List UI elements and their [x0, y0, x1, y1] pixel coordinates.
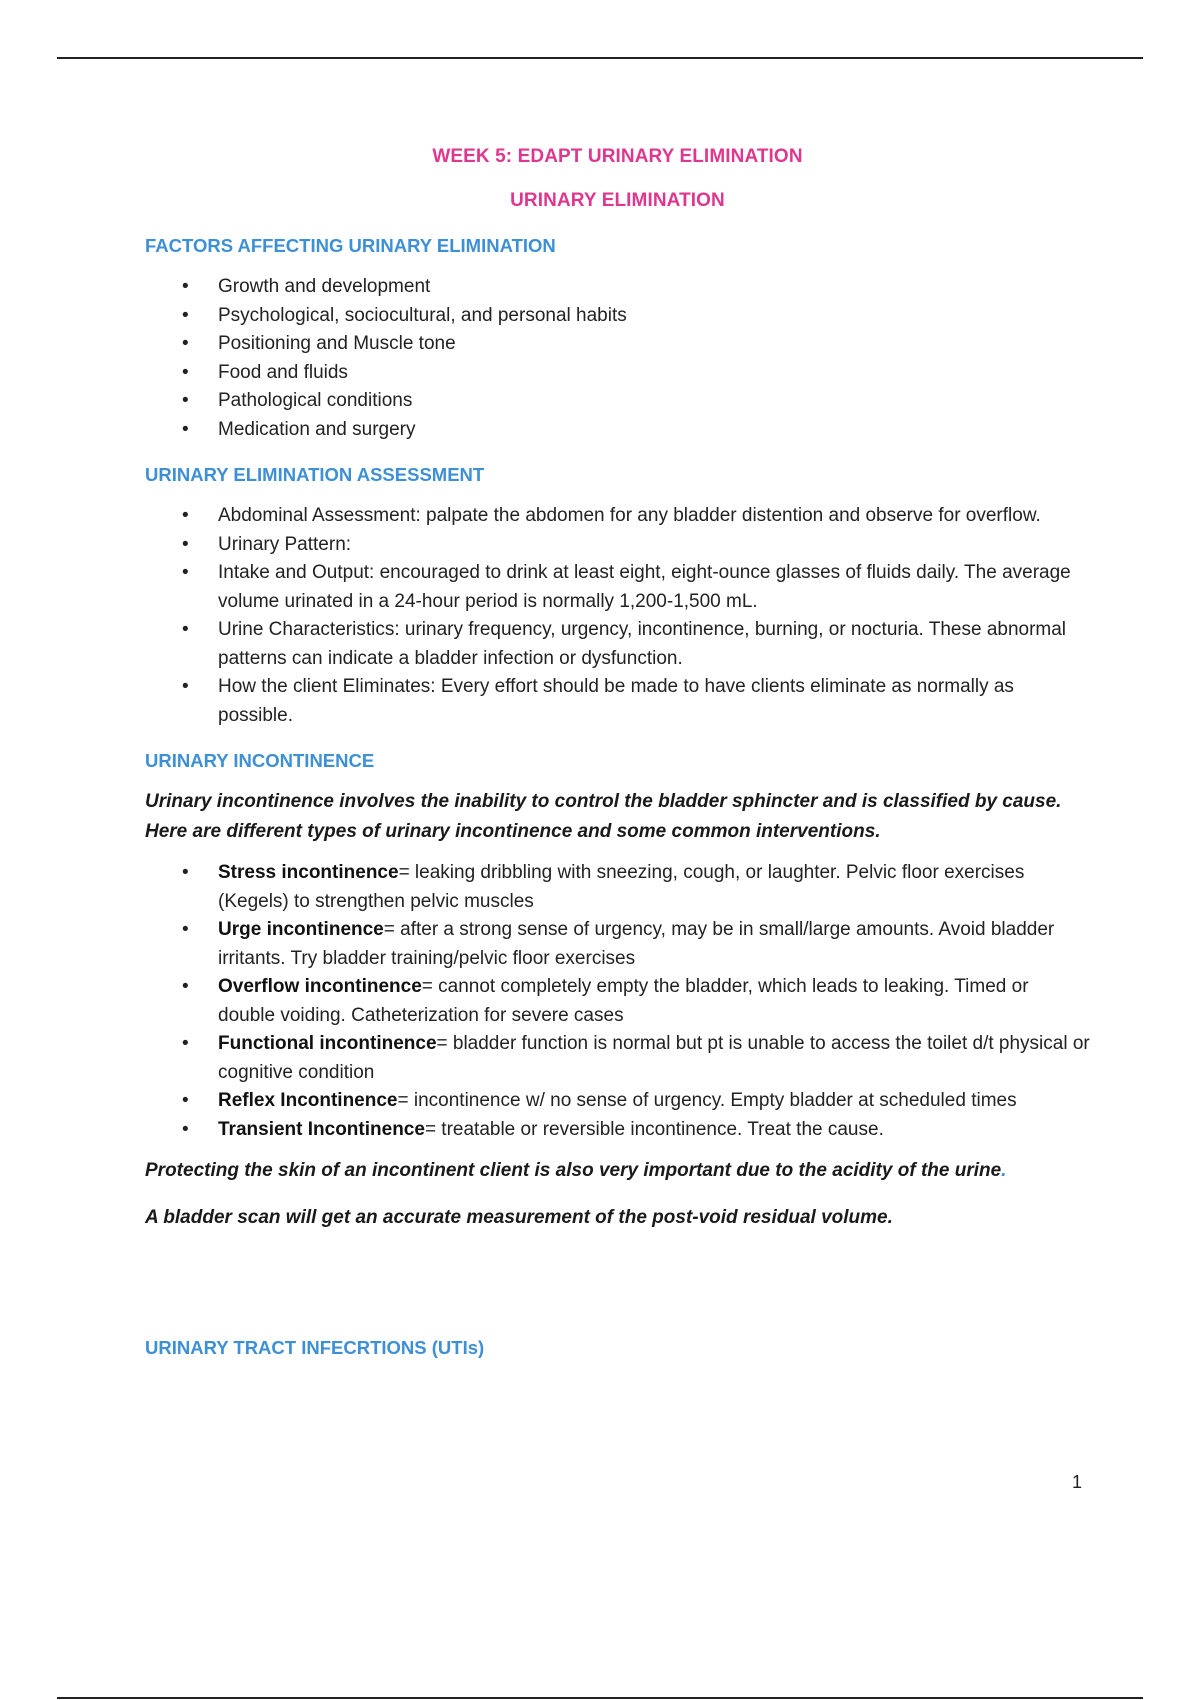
list-item: • Positioning and Muscle tone	[182, 333, 456, 354]
heading-uti: URINARY TRACT INFECRTIONS (UTIs)	[145, 1337, 485, 1358]
assessment-list	[145, 502, 1090, 730]
heading-factors: FACTORS AFFECTING URINARY ELIMINATION	[145, 235, 556, 256]
list-item: • Food and fluids	[182, 361, 348, 383]
type-description: = incontinence w/ no sense of urgency. Empty bladder at scheduled times	[397, 1090, 1017, 1111]
page-number: 1	[1072, 1472, 1083, 1492]
type-term: Reflex Incontinence	[218, 1090, 398, 1111]
list-item: • Urine Characteristics: urinary frequency, urgency, incontinence, burning, or nocturia. These abnormal patterns can indicate a bladder infection or dysfunction.	[182, 619, 1067, 669]
incontinence-intro: Urinary incontinence involves the inability to control the bladder sphincter and is classified by cause. Here are different types of urinary incontinence and some common interventions.	[145, 791, 1062, 842]
type-description: = cannot completely empty the bladder, which leads to leaking. Timed or double voiding. Catheterization for severe cases	[218, 976, 1029, 1026]
header-rule	[57, 57, 1143, 59]
list-item: • Overflow incontinence= cannot completely empty the bladder, which leads to leaking. Timed or double voiding. Catheterization for severe cases	[182, 976, 1029, 1026]
type-term: Transient Incontinence	[218, 1118, 425, 1140]
heading-incontinence: URINARY INCONTINENCE	[145, 750, 375, 771]
list-item: • Abdominal Assessment: palpate the abdomen for any bladder distention and observe for overflow.	[182, 505, 1041, 526]
list-item: • How the client Eliminates: Every effort should be made to have clients eliminate as normally as possible.	[182, 676, 1014, 726]
list-item: • Intake and Output: encouraged to drink at least eight, eight-ounce glasses of fluids daily. The average volume urinated in a 24-hour period is normally 1,200-1,500 mL.	[182, 562, 1071, 612]
type-description: = treatable or reversible incontinence. Treat the cause.	[424, 1118, 884, 1140]
list-item: • Reflex Incontinence= incontinence w/ no sense of urgency. Empty bladder at scheduled times	[182, 1090, 1017, 1111]
type-term: Functional incontinence	[218, 1033, 437, 1054]
bladder-scan-note: A bladder scan will get an accurate measurement of the post-void residual volume.	[145, 1207, 893, 1228]
list-item: • Growth and development	[182, 276, 431, 297]
type-term: Overflow incontinence	[218, 976, 422, 997]
document-title: WEEK 5: EDAPT URINARY ELIMINATION	[432, 146, 803, 167]
list-item: • Medication and surgery	[182, 418, 416, 440]
list-item: • Transient Incontinence= treatable or reversible incontinence. Treat the cause.	[182, 1118, 884, 1140]
type-description: = bladder function is normal but pt is unable to access the toilet d/t physical or cognitive condition	[218, 1033, 1090, 1083]
list-item: • Functional incontinence= bladder function is normal but pt is unable to access the toilet d/t physical or cognitive condition	[182, 1033, 1090, 1083]
type-term: Stress incontinence	[218, 862, 399, 883]
type-description: = after a strong sense of urgency, may be in small/large amounts. Avoid bladder irritants. Try bladder training/pelvic floor exercises	[218, 919, 1055, 969]
type-term: Urge incontinence	[218, 919, 384, 940]
skin-protection-note: Protecting the skin of an incontinent client is also very important due to the acidity of the urine.	[145, 1160, 1007, 1181]
list-item: • Urge incontinence= after a strong sense of urgency, may be in small/large amounts. Avoid bladder irritants. Try bladder training/pelvic floor exercises	[182, 919, 1055, 969]
list-item: • Pathological conditions	[182, 390, 413, 411]
footer-rule	[57, 1697, 1143, 1699]
document-body	[145, 140, 1090, 1359]
factors-list	[145, 273, 1090, 444]
list-item: • Urinary Pattern:	[182, 533, 352, 555]
list-item: • Psychological, sociocultural, and personal habits	[182, 304, 627, 326]
incontinence-types-list	[145, 859, 1090, 1144]
document-subtitle: URINARY ELIMINATION	[510, 190, 725, 211]
heading-assessment: URINARY ELIMINATION ASSESSMENT	[145, 464, 485, 485]
type-description: = leaking dribbling with sneezing, cough, or laughter. Pelvic floor exercises (Kegels) to strengthen pelvic muscles	[218, 862, 1025, 912]
list-item: • Stress incontinence= leaking dribbling with sneezing, cough, or laughter. Pelvic floor exercises (Kegels) to strengthen pelvic muscles	[182, 862, 1025, 912]
